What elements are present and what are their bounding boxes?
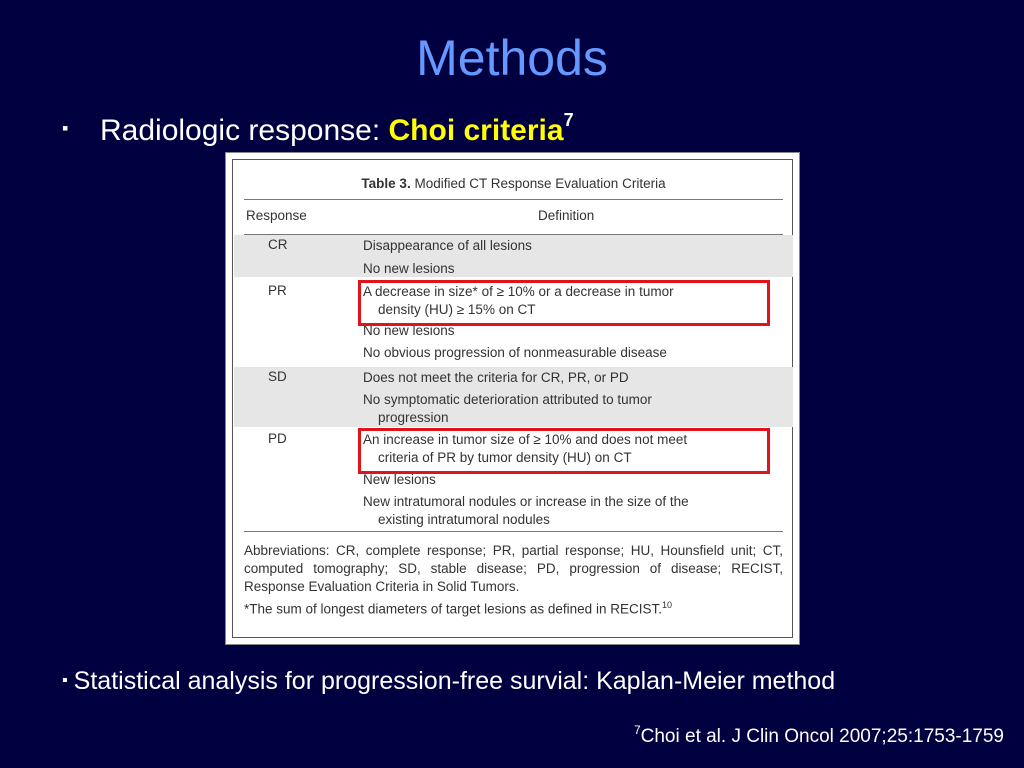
definition-line: progression — [378, 410, 449, 425]
definition-line: Does not meet the criteria for CR, PR, or PD — [363, 370, 629, 385]
reference-citation — [634, 724, 1004, 750]
definition-line: New lesions — [363, 472, 436, 487]
choi-criteria-text: Choi criteria — [388, 114, 564, 147]
highlight-box-pr — [358, 280, 770, 326]
definition-line: density (HU) ≥ 15% on CT — [378, 302, 536, 317]
table-footnotes — [244, 531, 783, 619]
bullet-radiologic-response — [62, 108, 574, 151]
footnote-abbreviations: Abbreviations: CR, complete response; PR, partial response; HU, Hounsfield unit; CT, computed tomography; SD, stable disease; PD, progression of disease; RECIST, Response Evaluation Criteria in Solid Tumors. — [244, 543, 783, 594]
criteria-table-image — [225, 152, 800, 645]
bullet-text: Radiologic response: — [100, 114, 389, 147]
table-caption-text: Modified CT Response Evaluation Criteria — [410, 176, 666, 191]
definition-line: Disappearance of all lesions — [363, 238, 532, 253]
table-caption-number: Table 3. — [361, 176, 411, 191]
cell-response-pd: PD — [268, 431, 287, 446]
citation-superscript: 7 — [563, 110, 574, 130]
bullet-text: Statistical analysis for progression-free survial: Kaplan-Meier method — [73, 667, 836, 695]
definition-line: New intratumoral nodules or increase in the size of the — [363, 494, 689, 509]
reference-superscript: 7 — [633, 723, 641, 737]
footnote-star — [244, 596, 783, 619]
definition-line: criteria of PR by tumor density (HU) on CT — [378, 450, 632, 465]
highlight-box-pd — [358, 428, 770, 474]
cell-response-pr: PR — [268, 283, 287, 298]
definition-line: No new lesions — [363, 323, 455, 338]
cell-response-cr: CR — [268, 237, 288, 252]
definition-line: An increase in tumor size of ≥ 10% and does not meet — [363, 432, 688, 447]
footnote-star-text: *The sum of longest diameters of target lesions as defined in RECIST. — [244, 601, 662, 617]
definition-line: No new lesions — [363, 261, 455, 276]
bullet-statistical-analysis — [62, 664, 835, 698]
definition-line: existing intratumoral nodules — [378, 512, 550, 527]
square-bullet-icon: ▪ — [62, 672, 68, 689]
cell-definition-sd — [363, 369, 775, 427]
table-caption — [244, 173, 783, 200]
cell-response-sd: SD — [268, 369, 287, 384]
header-definition: Definition — [538, 208, 595, 223]
definition-line: A decrease in size* of ≥ 10% or a decrease in tumor — [363, 284, 674, 299]
reference-text: Choi et al. J Clin Oncol 2007;25:1753-1759 — [640, 726, 1004, 747]
footnote-star-ref: 10 — [661, 600, 672, 610]
slide-title: Methods — [416, 30, 608, 86]
table-header-row — [244, 200, 783, 235]
square-bullet-icon: ▪ — [62, 118, 69, 138]
header-response: Response — [246, 208, 307, 223]
cell-definition-cr — [363, 237, 775, 278]
definition-line: No symptomatic deterioration attributed to tumor — [363, 392, 652, 407]
definition-line: No obvious progression of nonmeasurable disease — [363, 345, 667, 360]
